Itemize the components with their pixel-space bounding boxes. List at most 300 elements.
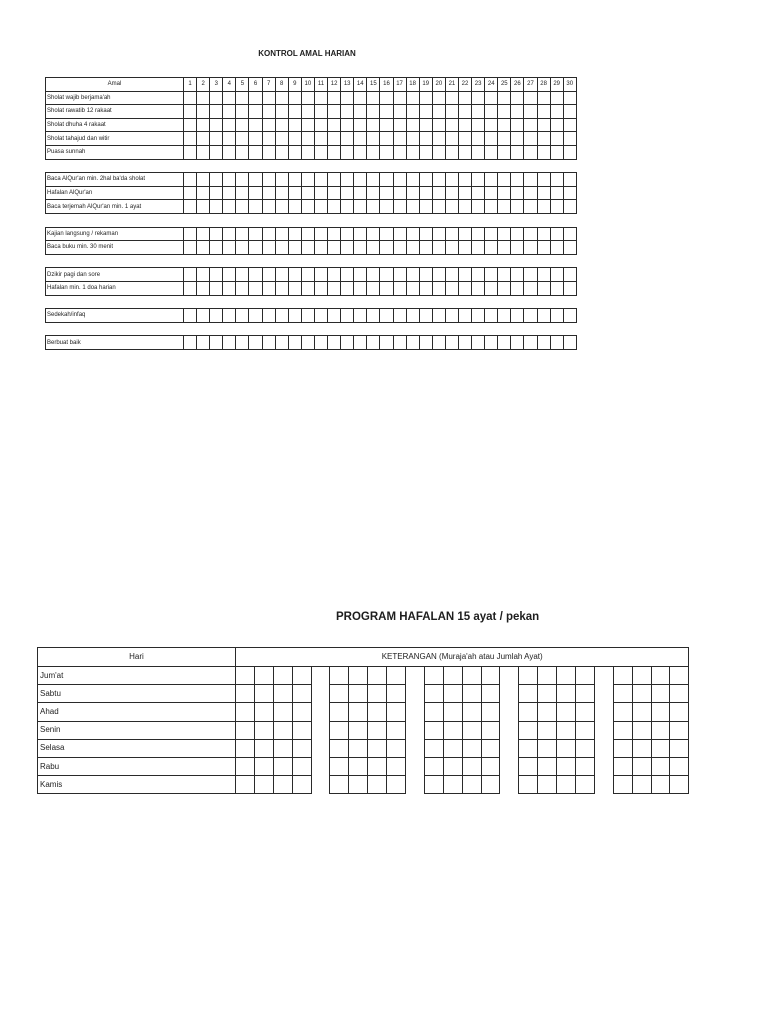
check-cell[interactable] [550,173,563,187]
check-cell[interactable] [550,145,563,159]
check-cell[interactable] [537,227,550,241]
note-cell[interactable] [387,739,406,757]
note-cell[interactable] [632,739,651,757]
check-cell[interactable] [354,268,367,282]
check-cell[interactable] [472,227,485,241]
check-cell[interactable] [511,186,524,200]
check-cell[interactable] [563,173,576,187]
check-cell[interactable] [249,186,262,200]
check-cell[interactable] [458,200,471,214]
check-cell[interactable] [485,118,498,132]
check-cell[interactable] [458,281,471,295]
check-cell[interactable] [367,200,380,214]
check-cell[interactable] [511,173,524,187]
check-cell[interactable] [537,281,550,295]
check-cell[interactable] [236,145,249,159]
check-cell[interactable] [197,173,210,187]
note-cell[interactable] [538,721,557,739]
check-cell[interactable] [498,227,511,241]
check-cell[interactable] [419,227,432,241]
check-cell[interactable] [550,241,563,255]
note-cell[interactable] [538,757,557,775]
note-cell[interactable] [670,667,689,685]
check-cell[interactable] [472,186,485,200]
note-cell[interactable] [387,667,406,685]
check-cell[interactable] [184,105,197,119]
check-cell[interactable] [458,241,471,255]
note-cell[interactable] [236,703,255,721]
check-cell[interactable] [393,186,406,200]
check-cell[interactable] [380,91,393,105]
check-cell[interactable] [249,309,262,323]
check-cell[interactable] [445,186,458,200]
check-cell[interactable] [223,200,236,214]
note-cell[interactable] [424,739,443,757]
check-cell[interactable] [537,173,550,187]
check-cell[interactable] [563,200,576,214]
check-cell[interactable] [563,241,576,255]
note-cell[interactable] [538,776,557,794]
note-cell[interactable] [613,776,632,794]
check-cell[interactable] [432,336,445,350]
check-cell[interactable] [511,91,524,105]
check-cell[interactable] [301,281,314,295]
check-cell[interactable] [524,268,537,282]
check-cell[interactable] [341,186,354,200]
check-cell[interactable] [301,200,314,214]
check-cell[interactable] [406,281,419,295]
check-cell[interactable] [367,186,380,200]
check-cell[interactable] [210,145,223,159]
check-cell[interactable] [419,118,432,132]
note-cell[interactable] [330,757,349,775]
check-cell[interactable] [328,336,341,350]
check-cell[interactable] [328,200,341,214]
check-cell[interactable] [354,241,367,255]
check-cell[interactable] [236,105,249,119]
check-cell[interactable] [184,281,197,295]
check-cell[interactable] [406,309,419,323]
check-cell[interactable] [485,268,498,282]
note-cell[interactable] [538,739,557,757]
note-cell[interactable] [632,757,651,775]
check-cell[interactable] [341,200,354,214]
check-cell[interactable] [406,91,419,105]
note-cell[interactable] [424,721,443,739]
note-cell[interactable] [330,703,349,721]
check-cell[interactable] [367,118,380,132]
check-cell[interactable] [197,227,210,241]
note-cell[interactable] [254,703,273,721]
check-cell[interactable] [262,91,275,105]
check-cell[interactable] [406,105,419,119]
check-cell[interactable] [485,105,498,119]
check-cell[interactable] [367,268,380,282]
note-cell[interactable] [254,721,273,739]
check-cell[interactable] [432,91,445,105]
note-cell[interactable] [292,667,311,685]
check-cell[interactable] [275,91,288,105]
check-cell[interactable] [550,268,563,282]
check-cell[interactable] [406,336,419,350]
check-cell[interactable] [197,105,210,119]
check-cell[interactable] [197,241,210,255]
check-cell[interactable] [275,145,288,159]
note-cell[interactable] [349,703,368,721]
check-cell[interactable] [197,145,210,159]
check-cell[interactable] [485,309,498,323]
check-cell[interactable] [197,91,210,105]
note-cell[interactable] [349,757,368,775]
check-cell[interactable] [406,241,419,255]
check-cell[interactable] [485,281,498,295]
check-cell[interactable] [223,173,236,187]
note-cell[interactable] [670,757,689,775]
note-cell[interactable] [292,721,311,739]
check-cell[interactable] [367,173,380,187]
check-cell[interactable] [197,268,210,282]
note-cell[interactable] [576,757,595,775]
check-cell[interactable] [419,309,432,323]
note-cell[interactable] [538,685,557,703]
note-cell[interactable] [613,685,632,703]
note-cell[interactable] [424,685,443,703]
check-cell[interactable] [210,105,223,119]
check-cell[interactable] [301,227,314,241]
check-cell[interactable] [498,281,511,295]
check-cell[interactable] [236,227,249,241]
check-cell[interactable] [262,281,275,295]
note-cell[interactable] [576,667,595,685]
check-cell[interactable] [314,105,327,119]
check-cell[interactable] [432,309,445,323]
note-cell[interactable] [613,667,632,685]
note-cell[interactable] [292,776,311,794]
check-cell[interactable] [288,105,301,119]
check-cell[interactable] [210,336,223,350]
check-cell[interactable] [223,105,236,119]
check-cell[interactable] [262,268,275,282]
check-cell[interactable] [236,91,249,105]
check-cell[interactable] [341,309,354,323]
check-cell[interactable] [537,336,550,350]
note-cell[interactable] [349,685,368,703]
check-cell[interactable] [472,132,485,146]
note-cell[interactable] [632,721,651,739]
note-cell[interactable] [236,685,255,703]
note-cell[interactable] [292,757,311,775]
note-cell[interactable] [424,757,443,775]
check-cell[interactable] [341,173,354,187]
check-cell[interactable] [197,309,210,323]
check-cell[interactable] [328,241,341,255]
check-cell[interactable] [367,336,380,350]
check-cell[interactable] [314,227,327,241]
check-cell[interactable] [210,91,223,105]
check-cell[interactable] [511,132,524,146]
check-cell[interactable] [445,105,458,119]
check-cell[interactable] [354,227,367,241]
note-cell[interactable] [462,721,481,739]
check-cell[interactable] [223,186,236,200]
check-cell[interactable] [524,186,537,200]
check-cell[interactable] [511,227,524,241]
check-cell[interactable] [406,145,419,159]
check-cell[interactable] [249,145,262,159]
check-cell[interactable] [380,309,393,323]
check-cell[interactable] [184,336,197,350]
check-cell[interactable] [328,105,341,119]
check-cell[interactable] [236,309,249,323]
check-cell[interactable] [367,91,380,105]
note-cell[interactable] [273,776,292,794]
check-cell[interactable] [301,186,314,200]
note-cell[interactable] [349,776,368,794]
check-cell[interactable] [314,200,327,214]
note-cell[interactable] [519,685,538,703]
check-cell[interactable] [223,91,236,105]
check-cell[interactable] [197,132,210,146]
check-cell[interactable] [393,227,406,241]
note-cell[interactable] [462,776,481,794]
check-cell[interactable] [314,241,327,255]
check-cell[interactable] [210,132,223,146]
check-cell[interactable] [288,118,301,132]
note-cell[interactable] [538,667,557,685]
check-cell[interactable] [314,145,327,159]
check-cell[interactable] [380,227,393,241]
check-cell[interactable] [262,336,275,350]
check-cell[interactable] [354,200,367,214]
note-cell[interactable] [368,667,387,685]
note-cell[interactable] [387,776,406,794]
check-cell[interactable] [550,186,563,200]
note-cell[interactable] [443,703,462,721]
check-cell[interactable] [498,241,511,255]
check-cell[interactable] [341,91,354,105]
note-cell[interactable] [273,667,292,685]
check-cell[interactable] [236,268,249,282]
check-cell[interactable] [328,91,341,105]
check-cell[interactable] [524,173,537,187]
check-cell[interactable] [485,132,498,146]
check-cell[interactable] [524,336,537,350]
check-cell[interactable] [341,336,354,350]
check-cell[interactable] [275,281,288,295]
check-cell[interactable] [445,118,458,132]
check-cell[interactable] [511,105,524,119]
note-cell[interactable] [443,739,462,757]
check-cell[interactable] [563,186,576,200]
note-cell[interactable] [236,757,255,775]
note-cell[interactable] [254,685,273,703]
check-cell[interactable] [406,132,419,146]
note-cell[interactable] [576,721,595,739]
check-cell[interactable] [380,200,393,214]
check-cell[interactable] [419,336,432,350]
check-cell[interactable] [393,200,406,214]
check-cell[interactable] [432,118,445,132]
check-cell[interactable] [432,145,445,159]
check-cell[interactable] [249,281,262,295]
check-cell[interactable] [184,91,197,105]
note-cell[interactable] [519,739,538,757]
check-cell[interactable] [393,336,406,350]
check-cell[interactable] [393,281,406,295]
check-cell[interactable] [524,227,537,241]
note-cell[interactable] [651,685,670,703]
check-cell[interactable] [485,336,498,350]
check-cell[interactable] [485,227,498,241]
check-cell[interactable] [210,309,223,323]
check-cell[interactable] [184,200,197,214]
check-cell[interactable] [314,91,327,105]
check-cell[interactable] [236,173,249,187]
check-cell[interactable] [393,145,406,159]
check-cell[interactable] [223,309,236,323]
check-cell[interactable] [458,173,471,187]
check-cell[interactable] [262,227,275,241]
check-cell[interactable] [393,309,406,323]
check-cell[interactable] [223,336,236,350]
check-cell[interactable] [328,281,341,295]
check-cell[interactable] [223,118,236,132]
note-cell[interactable] [557,703,576,721]
check-cell[interactable] [406,200,419,214]
check-cell[interactable] [419,241,432,255]
check-cell[interactable] [550,91,563,105]
check-cell[interactable] [354,309,367,323]
check-cell[interactable] [262,132,275,146]
check-cell[interactable] [236,186,249,200]
check-cell[interactable] [485,186,498,200]
note-cell[interactable] [462,685,481,703]
check-cell[interactable] [419,200,432,214]
note-cell[interactable] [557,721,576,739]
check-cell[interactable] [262,241,275,255]
check-cell[interactable] [524,241,537,255]
check-cell[interactable] [458,132,471,146]
check-cell[interactable] [301,309,314,323]
check-cell[interactable] [380,336,393,350]
note-cell[interactable] [651,721,670,739]
check-cell[interactable] [380,186,393,200]
note-cell[interactable] [651,757,670,775]
check-cell[interactable] [393,241,406,255]
check-cell[interactable] [314,132,327,146]
check-cell[interactable] [367,309,380,323]
note-cell[interactable] [387,685,406,703]
check-cell[interactable] [445,132,458,146]
check-cell[interactable] [288,91,301,105]
check-cell[interactable] [485,241,498,255]
check-cell[interactable] [393,268,406,282]
check-cell[interactable] [223,145,236,159]
note-cell[interactable] [519,703,538,721]
check-cell[interactable] [249,118,262,132]
check-cell[interactable] [432,186,445,200]
check-cell[interactable] [184,309,197,323]
check-cell[interactable] [498,186,511,200]
check-cell[interactable] [550,200,563,214]
check-cell[interactable] [472,309,485,323]
check-cell[interactable] [301,105,314,119]
note-cell[interactable] [443,776,462,794]
check-cell[interactable] [328,309,341,323]
note-cell[interactable] [254,757,273,775]
check-cell[interactable] [223,132,236,146]
check-cell[interactable] [563,105,576,119]
check-cell[interactable] [458,186,471,200]
note-cell[interactable] [236,739,255,757]
check-cell[interactable] [354,186,367,200]
check-cell[interactable] [380,132,393,146]
note-cell[interactable] [368,721,387,739]
note-cell[interactable] [576,685,595,703]
check-cell[interactable] [223,281,236,295]
check-cell[interactable] [432,241,445,255]
check-cell[interactable] [367,241,380,255]
check-cell[interactable] [288,336,301,350]
note-cell[interactable] [481,667,500,685]
check-cell[interactable] [393,132,406,146]
check-cell[interactable] [537,186,550,200]
check-cell[interactable] [537,118,550,132]
check-cell[interactable] [236,241,249,255]
check-cell[interactable] [275,105,288,119]
check-cell[interactable] [262,173,275,187]
check-cell[interactable] [458,118,471,132]
check-cell[interactable] [524,281,537,295]
note-cell[interactable] [519,667,538,685]
check-cell[interactable] [472,281,485,295]
check-cell[interactable] [210,281,223,295]
check-cell[interactable] [314,336,327,350]
check-cell[interactable] [393,118,406,132]
note-cell[interactable] [236,667,255,685]
check-cell[interactable] [262,186,275,200]
note-cell[interactable] [443,685,462,703]
check-cell[interactable] [524,118,537,132]
note-cell[interactable] [443,721,462,739]
check-cell[interactable] [498,91,511,105]
note-cell[interactable] [462,757,481,775]
check-cell[interactable] [341,145,354,159]
check-cell[interactable] [445,227,458,241]
check-cell[interactable] [472,118,485,132]
note-cell[interactable] [651,703,670,721]
check-cell[interactable] [314,186,327,200]
check-cell[interactable] [432,132,445,146]
check-cell[interactable] [184,145,197,159]
check-cell[interactable] [275,200,288,214]
check-cell[interactable] [249,105,262,119]
check-cell[interactable] [249,200,262,214]
check-cell[interactable] [236,336,249,350]
check-cell[interactable] [550,309,563,323]
check-cell[interactable] [445,173,458,187]
check-cell[interactable] [524,200,537,214]
check-cell[interactable] [210,200,223,214]
check-cell[interactable] [328,186,341,200]
note-cell[interactable] [349,667,368,685]
check-cell[interactable] [288,241,301,255]
check-cell[interactable] [550,281,563,295]
check-cell[interactable] [458,105,471,119]
check-cell[interactable] [485,91,498,105]
check-cell[interactable] [367,281,380,295]
check-cell[interactable] [432,268,445,282]
